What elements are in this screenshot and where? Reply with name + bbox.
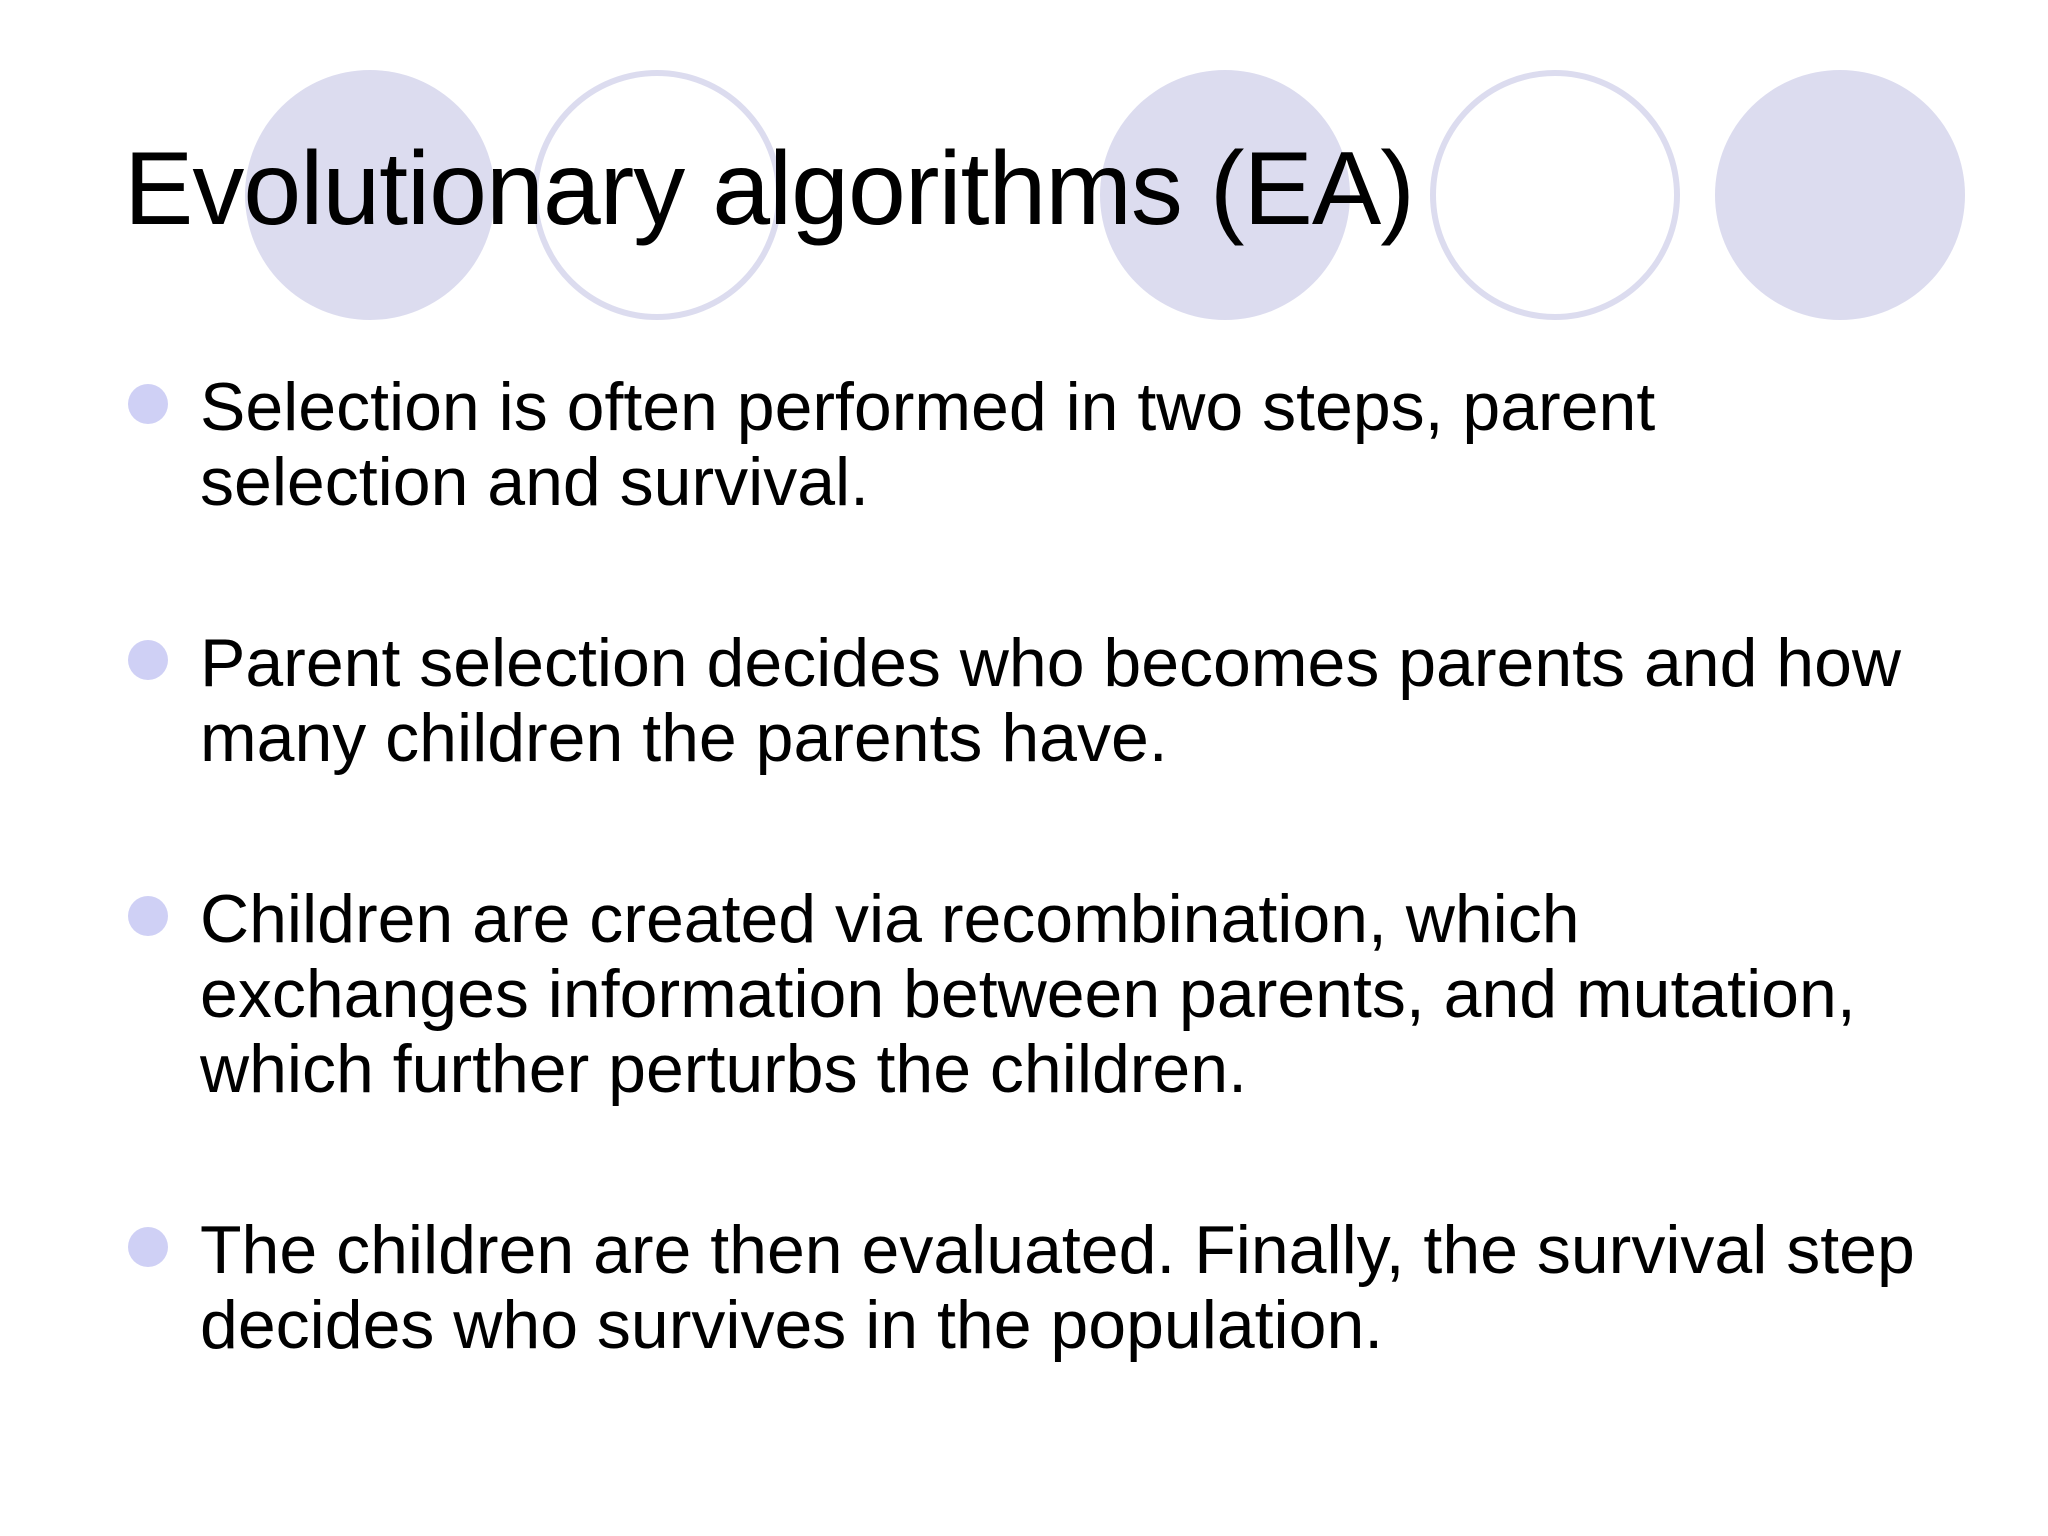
bullet-line: Parent selection decides who becomes parents and how bbox=[200, 625, 1902, 701]
bullet-line: decides who survives in the population. bbox=[200, 1287, 1384, 1363]
bullet-line: Children are created via recombination, which bbox=[200, 881, 1580, 957]
bullet-icon bbox=[128, 384, 168, 424]
bullet-item bbox=[200, 1213, 1980, 1363]
filled-circle-3 bbox=[1715, 70, 1965, 320]
bullet-icon bbox=[128, 640, 168, 680]
bullet-item bbox=[200, 370, 1980, 520]
slide-title: Evolutionary algorithms (EA) bbox=[124, 131, 1414, 247]
outline-circle-2 bbox=[1433, 73, 1677, 317]
bullet-line: The children are then evaluated. Finally, the survival step bbox=[200, 1212, 1915, 1288]
bullet-item bbox=[200, 882, 1980, 1107]
bullet-line: Selection is often performed in two steps, parent bbox=[200, 369, 1656, 445]
bullet-icon bbox=[128, 896, 168, 936]
bullet-line: selection and survival. bbox=[200, 444, 870, 520]
bullet-line: which further perturbs the children. bbox=[200, 1031, 1247, 1107]
bullet-item bbox=[200, 626, 1980, 776]
bullet-line: many children the parents have. bbox=[200, 700, 1168, 776]
bullet-icon bbox=[128, 1227, 168, 1267]
bullet-line: exchanges information between parents, and mutation, bbox=[200, 956, 1856, 1032]
